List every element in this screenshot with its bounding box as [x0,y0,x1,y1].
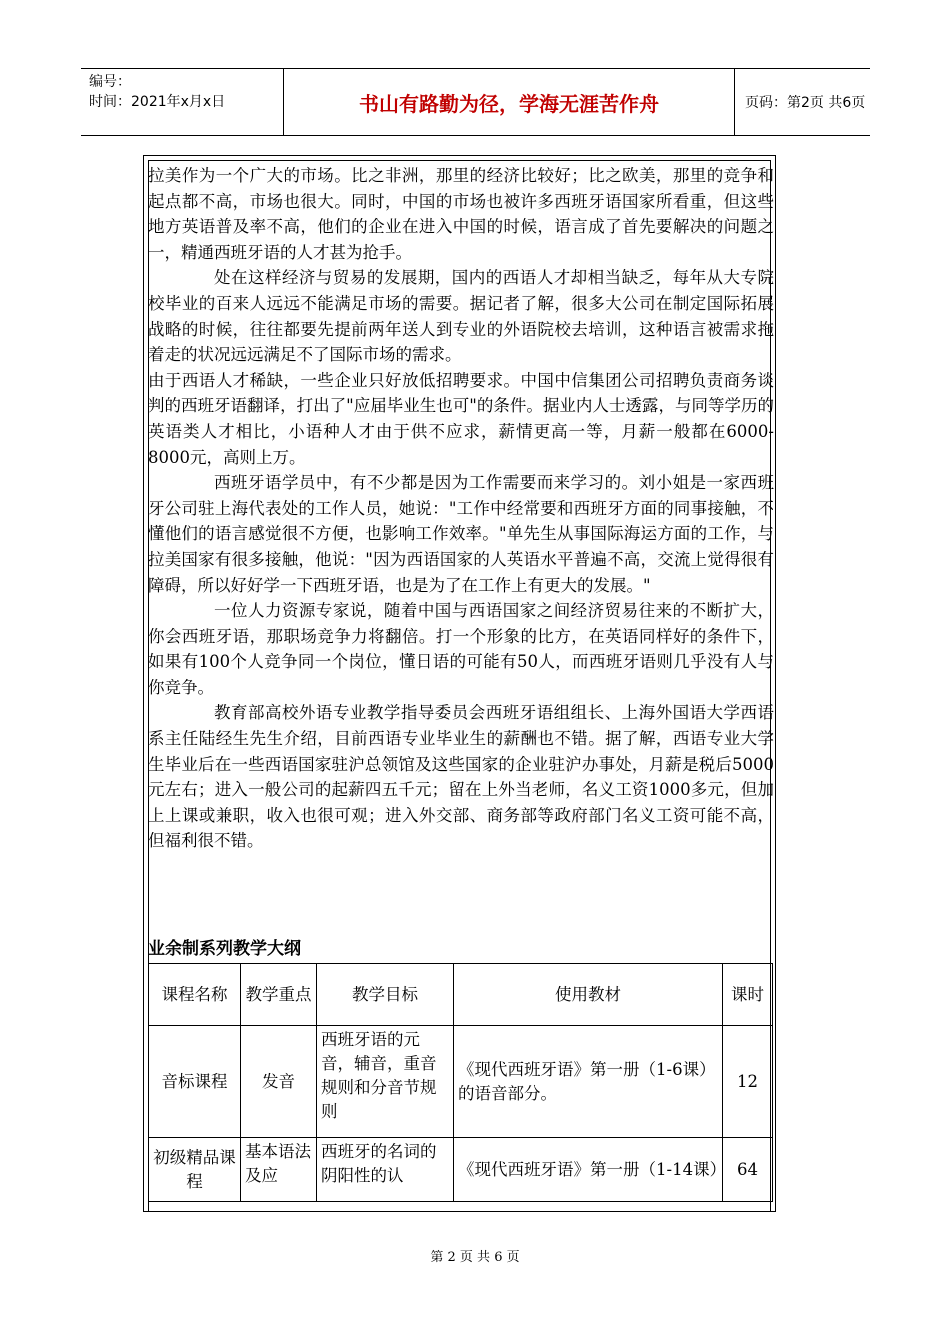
cell-focus: 发音 [241,1026,317,1138]
cell-textbook: 《现代西班牙语》第一册（1-6课）的语音部分。 [454,1026,723,1138]
column-header-focus: 教学重点 [241,964,317,1026]
cell-hours: 64 [723,1138,773,1202]
cell-course-name: 初级精品课程 [149,1138,241,1202]
cell-goals: 西班牙的名词的阴阳性的认 [317,1138,454,1202]
table-row [149,1026,773,1138]
page-header [81,68,870,136]
document-time-label: 时间：2021年x月x日 [89,94,226,110]
column-header-course-name: 课程名称 [149,964,241,1026]
column-header-textbook: 使用教材 [454,964,723,1026]
header-meta [81,69,284,135]
paragraph: 拉美作为一个广大的市场。比之非洲，那里的经济比较好；比之欧美，那里的竞争和起点都不高，市场也很大。同时，中国的市场也被许多西班牙语国家所看重，但这些地方英语普及率不高，他们的企业在进入中国的时候，语言成了首先要解决的问题之一，精通西班牙语的人才甚为抢手。 [148,166,774,262]
syllabus-title: 业余制系列教学大纲 [148,939,301,959]
header-page-number: 页码：第2页 共6页 [745,95,866,111]
paragraph: 西班牙语学员中，有不少都是因为工作需要而来学习的。刘小姐是一家西班牙公司驻上海代表处的工作人员，她说："工作中经常要和西班牙方面的同事接触，不懂他们的语言感觉很不方便，也影响工作效率。"单先生从事国际海运方面的工作，与拉美国家有很多接触，他说："因为西语国家的人英语水平普遍不高，交流上觉得很有障碍，所以好好学一下西班牙语，也是为了在工作上有更大的发展。" [148,473,774,595]
cell-textbook: 《现代西班牙语》第一册（1-14课） [454,1138,723,1202]
table-row [149,1138,773,1202]
paragraph: 教育部高校外语专业教学指导委员会西班牙语组组长、上海外国语大学西语系主任陆经生先生介绍，目前西语专业毕业生的薪酬也不错。据了解，西语专业大学生毕业后在一些西语国家驻沪总领馆及这些国家的企业驻沪办事处，月薪是税后5000元左右；进入一般公司的起薪四五千元；留在上外当老师，名义工资1000多元，但加上上课或兼职，收入也很可观；进入外交部、商务部等政府部门名义工资可能不高，但福利很不错。 [148,703,774,851]
column-header-goals: 教学目标 [317,964,454,1026]
page-footer: 第 2 页 共 6 页 [430,1250,520,1265]
column-header-hours: 课时 [723,964,773,1026]
table-header-row [149,964,773,1026]
header-motto: 书山有路勤为径，学海无涯苦作舟 [284,69,735,135]
cell-hours: 12 [723,1026,773,1138]
cell-goals: 西班牙语的元音，辅音，重音规则和分音节规则 [317,1026,454,1138]
syllabus-table [148,963,773,1202]
paragraph: 由于西语人才稀缺，一些企业只好放低招聘要求。中国中信集团公司招聘负责商务谈判的西班牙语翻译，打出了"应届毕业生也可"的条件。据业内人士透露，与同等学历的英语类人才相比，小语种人才由于供不应求，薪情更高一等，月薪一般都在6000-8000元，高则上万。 [148,370,774,467]
article-body [148,163,774,854]
paragraph: 处在这样经济与贸易的发展期，国内的西语人才却相当缺乏，每年从大专院校毕业的百来人远远不能满足市场的需要。据记者了解，很多大公司在制定国际拓展战略的时候，往往都要先提前两年送人到专业的外语院校去培训，这种语言被需求拖着走的状况远远满足不了国际市场的需求。 [148,268,774,365]
cell-course-name: 音标课程 [149,1026,241,1138]
paragraph: 一位人力资源专家说，随着中国与西语国家之间经济贸易往来的不断扩大，你会西班牙语，那职场竞争力将翻倍。打一个形象的比方，在英语同样好的条件下，如果有100个人竞争同一个岗位，懂日语的可能有50人，而西班牙语则几乎没有人与你竞争。 [148,601,774,697]
document-number-label: 编号： [89,74,131,90]
cell-focus: 基本语法及应 [241,1138,317,1202]
